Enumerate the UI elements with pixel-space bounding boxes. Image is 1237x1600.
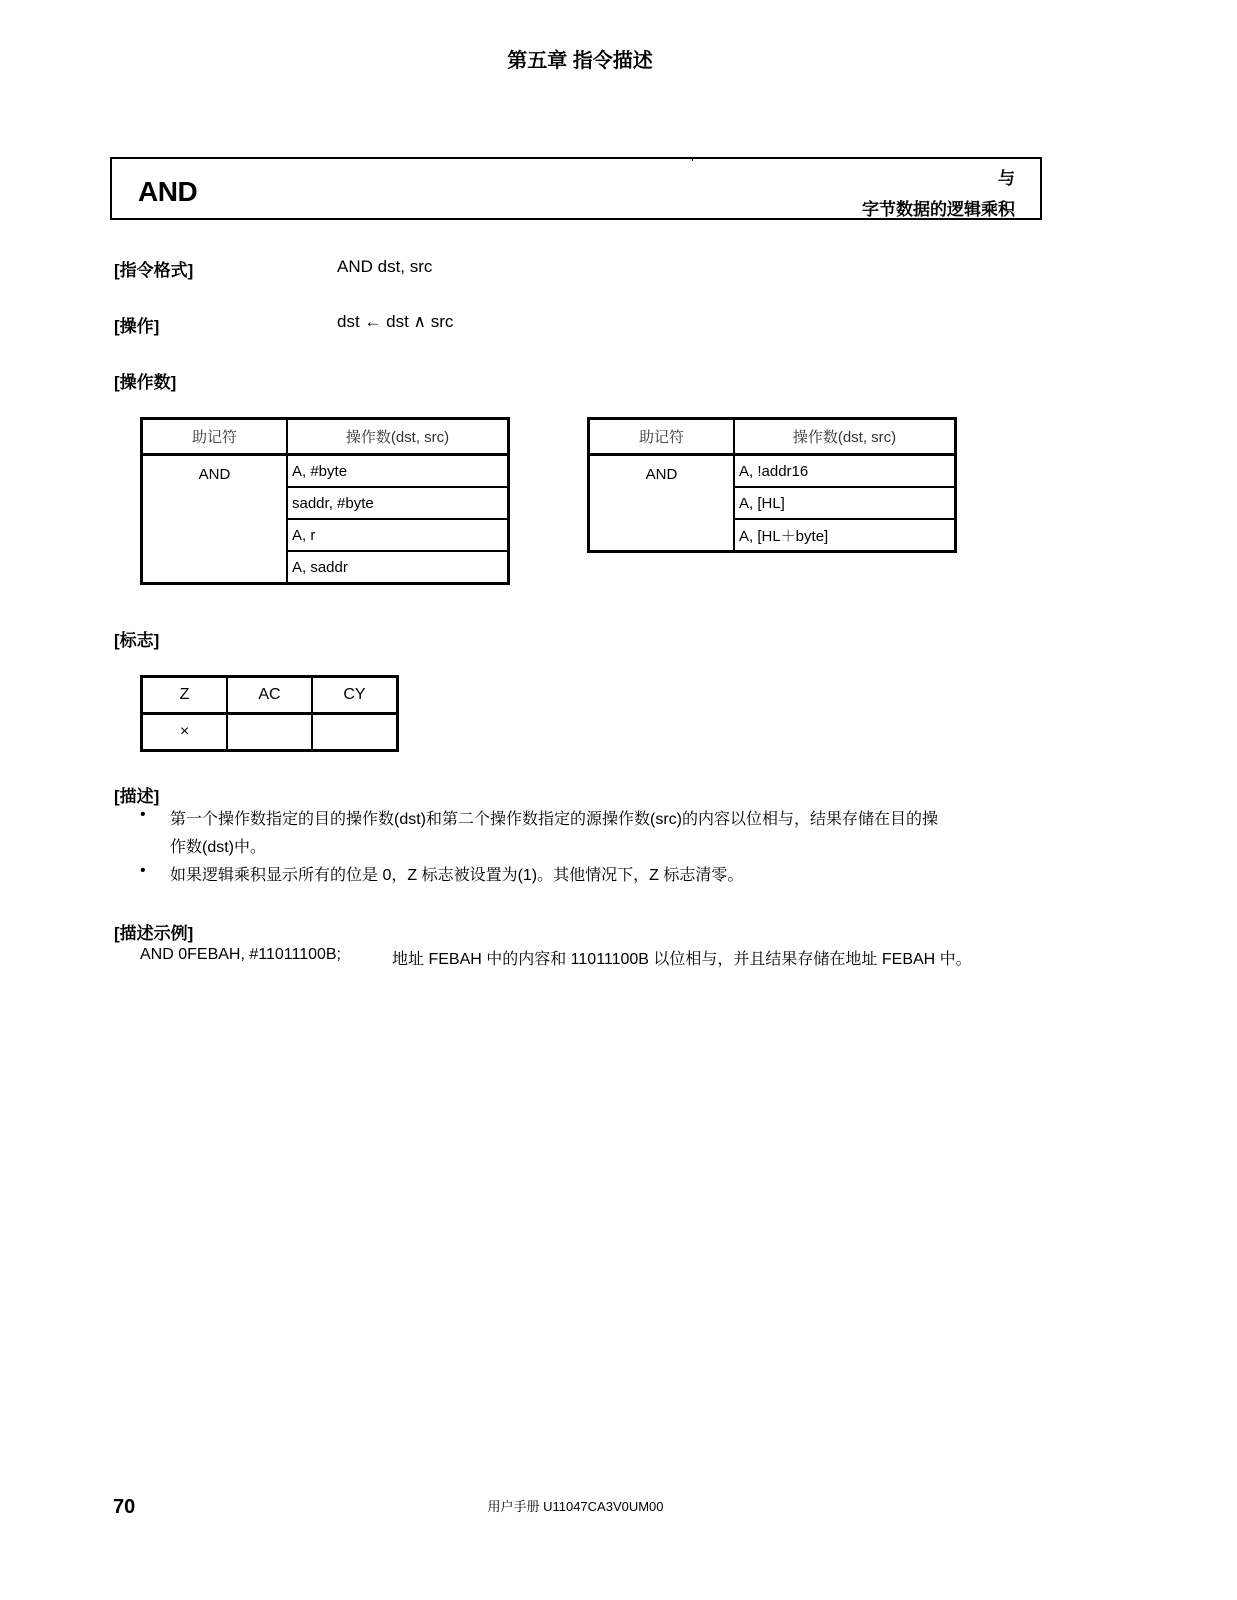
operand-table-1 [140,417,510,585]
flag-header-z: Z [142,677,228,714]
description-line: 第一个操作数指定的目的操作数(dst)和第二个操作数指定的源操作数(src)的内容以位相与，结果存储在目的操 [170,811,938,828]
operand-table-header [142,419,509,455]
operand-table-2 [587,417,957,553]
operation-value: dst ← dst ∧ src [337,312,454,331]
flags-table [140,675,399,752]
table-row [142,455,509,488]
bullet-marker: • [140,862,146,879]
flags-value-row [142,714,398,751]
flags-header-row [142,677,398,714]
flags-label: [标志] [114,631,160,650]
mnemonic-header: 助记符 [589,419,735,455]
description-bullet-1 [170,806,1045,862]
flag-value-ac [227,714,312,751]
table-row [589,455,956,488]
manual-footer: 用户手册 U11047CA3V0UM00 [487,1499,664,1514]
example-code: AND 0FEBAH, #11011100B; [140,946,341,963]
example-text: 地址 FEBAH 中的内容和 11011100B 以位相与，并且结果存储在地址 FEBAH 中。 [392,951,972,968]
description-line: 如果逻辑乘积显示所有的位是 0，Z 标志被设置为(1)。其他情况下，Z 标志清零。 [170,867,744,884]
operands-header: 操作数(dst, src) [734,419,956,455]
operand-cell: A, saddr [287,551,509,584]
bullet-marker: • [140,806,146,823]
operands-label: [操作数] [114,373,177,392]
title-box-divider [692,157,693,161]
operand-cell: saddr, #byte [287,487,509,519]
mnemonic-cell: AND [589,455,735,552]
flag-header-cy: CY [312,677,398,714]
flag-header-ac: AC [227,677,312,714]
instruction-subtitle-line2: 字节数据的逻辑乘积 [862,200,1015,219]
mnemonic-header: 助记符 [142,419,288,455]
operand-cell: A, r [287,519,509,551]
flag-value-z: × [142,714,228,751]
description-label: [描述] [114,787,160,806]
description-bullet-2 [170,862,1045,890]
mnemonic-cell: AND [142,455,288,584]
operand-cell: A, [HL] [734,487,956,519]
operand-cell: A, !addr16 [734,455,956,488]
operand-cell: A, #byte [287,455,509,488]
operation-label: [操作] [114,317,160,336]
operands-header: 操作数(dst, src) [287,419,509,455]
format-value: AND dst, src [337,257,433,276]
instruction-mnemonic: AND [138,176,198,207]
chapter-title: 第五章 指令描述 [507,50,653,72]
page-number: 70 [113,1496,136,1518]
operand-table-header [589,419,956,455]
flag-value-cy [312,714,398,751]
instruction-subtitle-line1: 与 [998,169,1015,188]
operand-cell: A, [HL＋byte] [734,519,956,552]
description-line: 作数(dst)中。 [170,839,267,856]
format-label: [指令格式] [114,261,194,280]
example-label: [描述示例] [114,924,194,943]
